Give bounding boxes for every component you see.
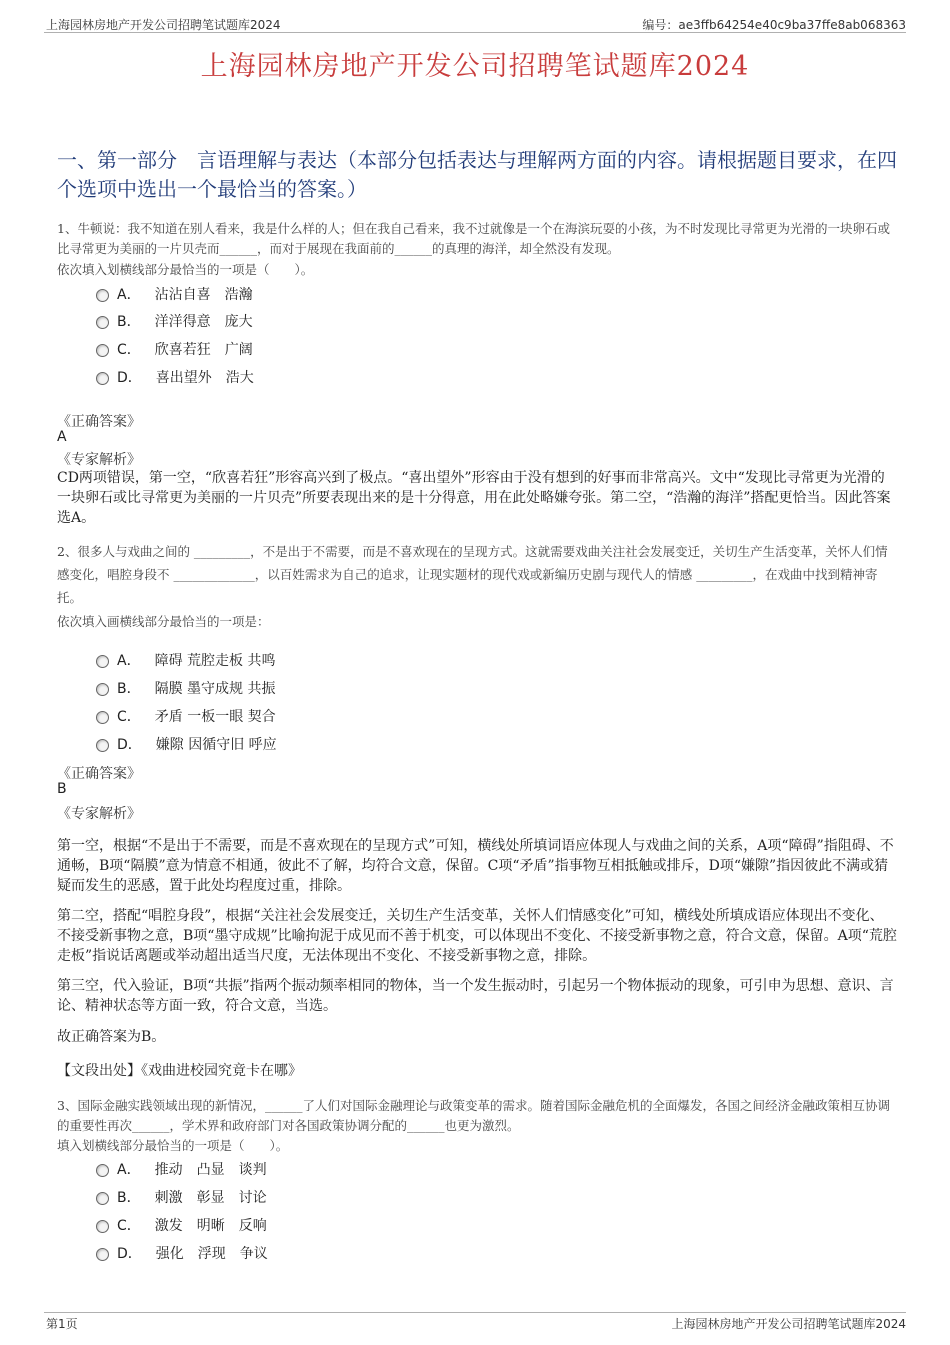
radio-icon[interactable] [96,655,109,668]
q2-option-c[interactable]: C． 矛盾 一板一眼 契合 [96,706,276,726]
radio-icon[interactable] [96,289,109,302]
q1-analysis: CD两项错误，第一空，“欣喜若狂”形容高兴到了极点。“喜出望外”形容由于没有想到的好事而非常高兴。文中“发现比寻常更为光滑的一块卵石或比寻常更为美丽的一片贝壳”所要表现出来的是十分得意，用在此处略嫌夸张。第二空，“浩瀚的海洋”搭配更恰当。因此答案选A。 [57,470,891,526]
radio-icon[interactable] [96,1192,109,1205]
radio-icon[interactable] [96,372,109,385]
q2-analysis-para-4: 故正确答案为B。 [57,1029,166,1045]
q2-analysis-para-2: 第二空，搭配“唱腔身段”，根据“关注社会发展变迁，关切生产生活变革，关怀人们情感变化”可知，横线处所填成语应体现出不变化、不接受新事物之意，B项“墨守成规”比喻拘泥于成见而不善于机变，可以体现出不变化、不接受新事物之意，符合文意，保留。A项“荒腔走板”指说话离题或举动超出适当尺度，无法体现出不变化、不接受新事物之意，排除。 [57,908,897,964]
q3-option-d[interactable]: D． 强化 浮现 争议 [96,1243,268,1263]
radio-icon[interactable] [96,683,109,696]
radio-icon[interactable] [96,711,109,724]
q2-analysis-para-3: 第三空，代入验证，B项“共振”指两个振动频率相同的物体，当一个发生振动时，引起另一个物体振动的现象，可引申为思想、意识、言论、精神状态等方面一致，符合文意，当选。 [57,978,894,1014]
q2-stem: 2、很多人与戏曲之间的 _________，不是出于不需要，而是不喜欢现在的呈现方式。这就需要戏曲关注社会发展变迁，关切生产生活变革，关怀人们情感变化，唱腔身段不 _____________，以百姓需求为自己的追求，让现实题材的现代戏或新编历史剧与现代人的情感 _________，在戏曲中找到精神寄托。 [57,544,888,605]
q1-answer-label: 《正确答案》 [57,414,141,430]
q3-stem: 3、国际金融实践领域出现的新情况，______了人们对国际金融理论与政策变革的需求。随着国际金融危机的全面爆发，各国之间经济金融政策相互协调的重要性再次______，学术界和政府部门对各国政策协调分配的______也更为激烈。 [57,1098,890,1133]
page-footer [44,1312,906,1331]
q2-option-a[interactable]: A． 障碍 荒腔走板 共鸣 [96,650,275,670]
header-doc-id: 编号：ae3ffb64254e40c9ba37ffe8ab068363 [642,18,906,32]
radio-icon[interactable] [96,1220,109,1233]
radio-icon[interactable] [96,739,109,752]
q3-prompt: 填入划横线部分最恰当的一项是（ ）。 [57,1138,289,1153]
q1-analysis-label: 《专家解析》 [57,452,141,468]
q3-option-a[interactable]: A． 推动 凸显 谈判 [96,1159,267,1179]
radio-icon[interactable] [96,1164,109,1177]
q2-answer: B [57,781,67,797]
q1-option-b[interactable]: B． 洋洋得意 庞大 [96,311,253,331]
q3-option-c[interactable]: C． 激发 明晰 反响 [96,1215,267,1235]
q2-source-title: 《戏曲进校园究竟卡在哪》 [141,1063,302,1079]
radio-icon[interactable] [96,344,109,357]
page-number: 第1页 [46,1317,78,1331]
page-title: 上海园林房地产开发公司招聘笔试题库2024 [200,51,750,82]
q2-option-b[interactable]: B． 隔膜 墨守成规 共振 [96,678,276,698]
q1-option-a[interactable]: A． 沾沾自喜 浩瀚 [96,284,253,304]
q2-source-label: 【文段出处】 [57,1063,141,1079]
q2-source [57,1061,897,1081]
q2-answer-label: 《正确答案》 [57,766,141,782]
q2-option-d[interactable]: D． 嫌隙 因循守旧 呼应 [96,734,277,754]
q2-analysis-para-1: 第一空，根据“不是出于不需要，而是不喜欢现在的呈现方式”可知，横线处所填词语应体现人与戏曲之间的关系，A项“障碍”指阻碍、不通畅，B项“隔膜”意为情意不相通，彼此不了解，均符合文意，保留。C项“矛盾”指事物互相抵触或排斥，D项“嫌隙”指因彼此不满或猜疑而发生的恶感，置于此处均程度过重，排除。 [57,838,894,894]
radio-icon[interactable] [96,316,109,329]
footer-doc-title: 上海园林房地产开发公司招聘笔试题库2024 [671,1317,906,1331]
header-doc-title: 上海园林房地产开发公司招聘笔试题库2024 [46,18,281,32]
q2-analysis-label: 《专家解析》 [57,806,141,822]
radio-icon[interactable] [96,1248,109,1261]
q1-option-c[interactable]: C． 欣喜若狂 广阔 [96,339,253,359]
q1-answer: A [57,429,67,445]
q1-stem: 1、牛顿说：我不知道在别人看来，我是什么样的人；但在我自己看来，我不过就像是一个在海滨玩耍的小孩，为不时发现比寻常更为光滑的一块卵石或比寻常更为美丽的一片贝壳而______，而对于展现在我面前的______的真理的海洋，却全然没有发现。 [57,221,890,256]
q1-option-d[interactable]: D． 喜出望外 浩大 [96,367,254,387]
section-heading: 一、第一部分 言语理解与表达（本部分包括表达与理解两方面的内容。请根据题目要求，在四个选项中选出一个最恰当的答案。） [57,148,897,201]
q2-prompt: 依次填入画横线部分最恰当的一项是： [57,614,270,629]
q3-option-b[interactable]: B． 刺激 彰显 讨论 [96,1187,267,1207]
q1-prompt: 依次填入划横线部分最恰当的一项是（ ）。 [57,262,314,277]
page-header [44,14,906,33]
